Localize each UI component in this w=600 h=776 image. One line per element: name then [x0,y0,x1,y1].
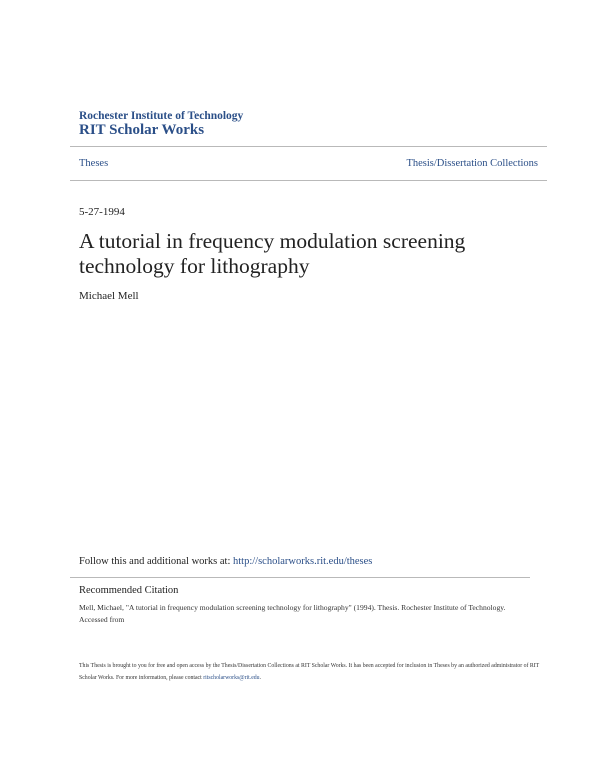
author-name: Michael Mell [79,290,139,302]
divider-citation [70,577,530,578]
contact-email-link[interactable]: ritscholarworks@rit.edu [203,675,260,681]
paper-title: A tutorial in frequency modulation screening technology for lithography [79,229,466,278]
publication-date: 5-27-1994 [79,206,125,218]
repository-name[interactable]: RIT Scholar Works [79,122,205,138]
theses-link[interactable]: Theses [79,158,109,169]
theses-url-link[interactable]: http://scholarworks.rit.edu/theses [233,556,373,567]
open-access-notice [79,660,549,684]
follow-text: Follow this and additional works at: [79,556,233,567]
follow-line [79,556,372,567]
institution-name: Rochester Institute of Technology [79,110,244,122]
recommended-citation-heading: Recommended Citation [79,585,179,596]
notice-end: . [259,675,262,681]
divider-top [70,146,547,147]
citation-text: Mell, Michael, "A tutorial in frequency modulation screening technology for lithography" (1994). Thesis. Rochester Institute of Technology. Accessed from [79,603,506,624]
collections-link[interactable]: Thesis/Dissertation Collections [406,158,538,169]
divider-nav [70,180,547,181]
notice-text: This Thesis is brought to you for free and open access by the Thesis/Dissertation Collections at RIT Scholar Works. It has been accepted for inclusion in Theses by an authorized administrator of RIT Scholar Works. For more information, please contact [79,663,540,681]
